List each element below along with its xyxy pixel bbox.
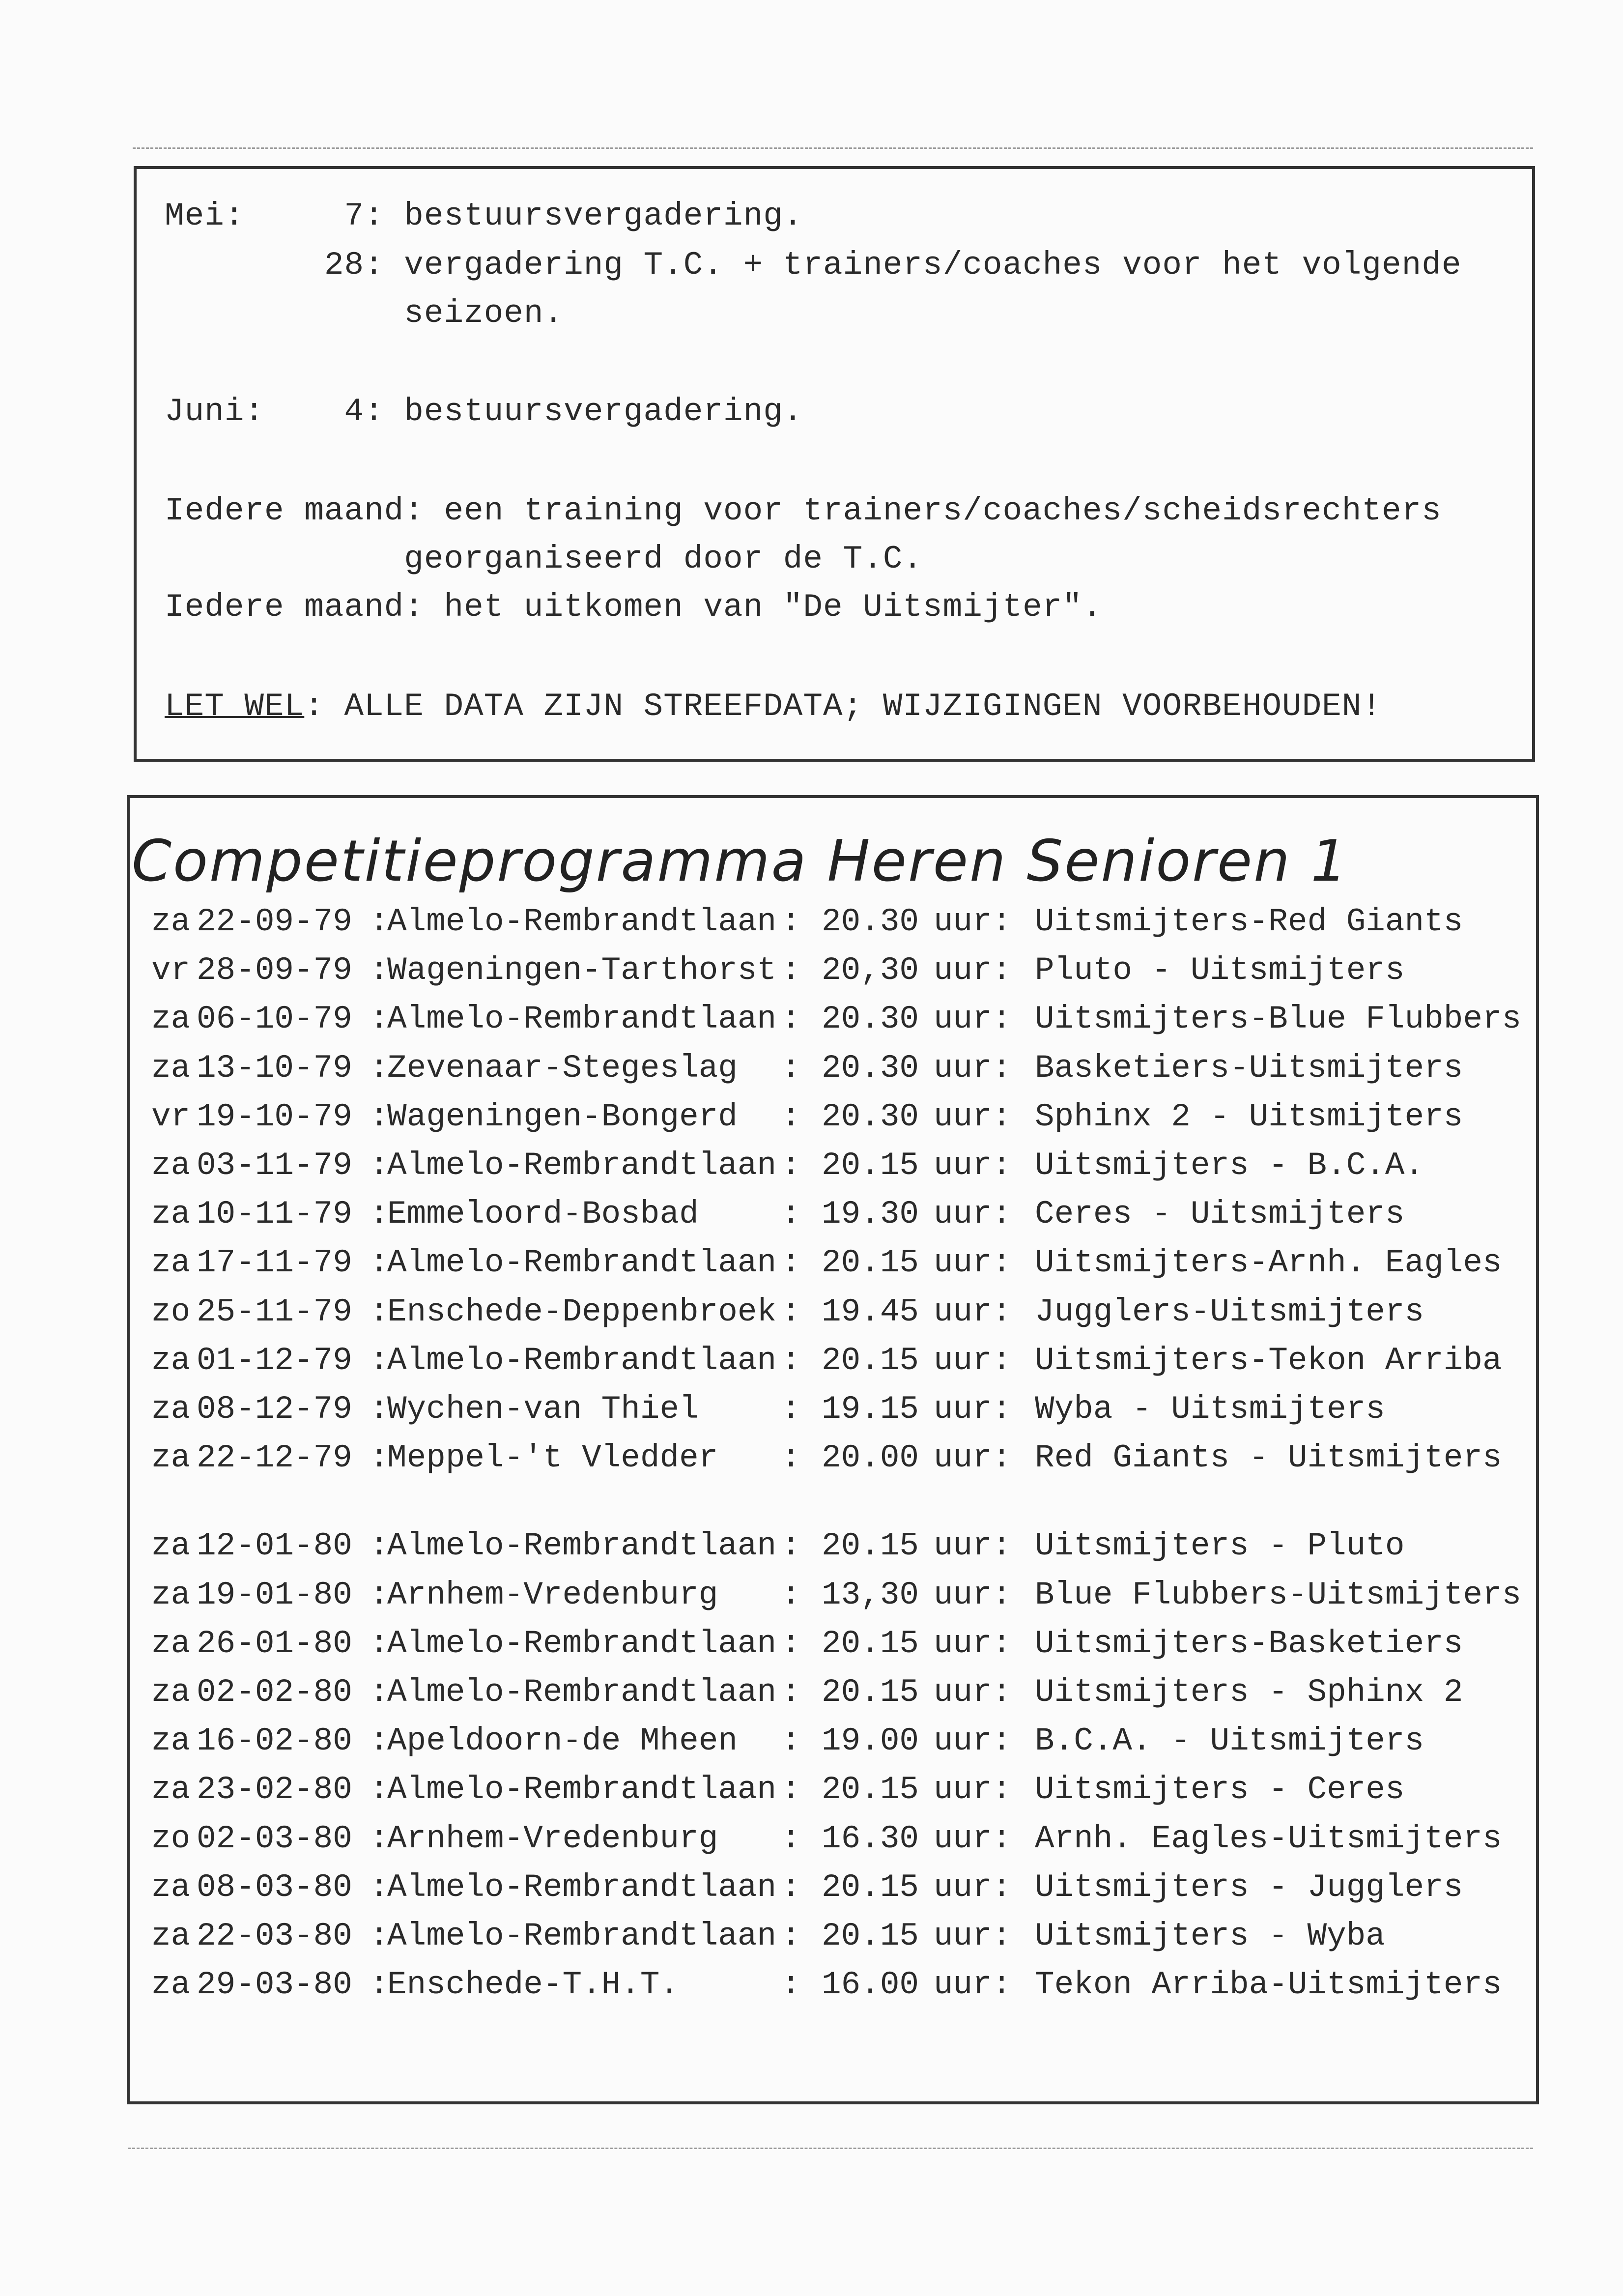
match-teams: Blue Flubbers-Uitsmijters bbox=[1035, 1576, 1522, 1613]
match-time-unit: uur: bbox=[934, 1147, 1012, 1184]
match-day: za bbox=[151, 1576, 191, 1613]
match-venue-separator: : bbox=[781, 1820, 801, 1857]
match-time-unit: uur: bbox=[934, 952, 1012, 989]
match-date-separator: : bbox=[370, 1391, 389, 1428]
match-date-separator: : bbox=[370, 1771, 389, 1808]
announcement-line-uitsmijter: Iedere maand: het uitkomen van "De Uitsmijter". bbox=[165, 589, 1103, 626]
match-time-unit: uur: bbox=[934, 1820, 1012, 1857]
match-time: 19.45 bbox=[822, 1293, 919, 1330]
match-venue-separator: : bbox=[781, 1147, 801, 1184]
match-date-separator: : bbox=[370, 1098, 389, 1135]
match-venue: Zevenaar-Stegeslag bbox=[387, 1049, 738, 1087]
match-venue-separator: : bbox=[781, 1625, 801, 1662]
match-teams: Uitsmijters - Ceres bbox=[1035, 1771, 1405, 1808]
announcement-line-28: 28: vergadering T.C. + trainers/coaches voor het volgende bbox=[165, 247, 1462, 284]
match-time-unit: uur: bbox=[934, 903, 1012, 940]
match-time: 16.00 bbox=[822, 1966, 919, 2004]
match-venue: Arnhem-Vredenburg bbox=[387, 1820, 718, 1857]
match-time: 20.30 bbox=[822, 1001, 919, 1038]
match-venue: Wageningen-Tarthorst bbox=[387, 952, 777, 989]
match-date: 23-02-80 bbox=[197, 1771, 352, 1808]
match-date-separator: : bbox=[370, 1966, 389, 2004]
match-date: 03-11-79 bbox=[197, 1147, 352, 1184]
match-venue: Enschede-Deppenbroek bbox=[387, 1293, 777, 1330]
match-time: 20.15 bbox=[822, 1771, 919, 1808]
match-day: za bbox=[151, 1439, 191, 1477]
match-venue-separator: : bbox=[781, 1527, 801, 1565]
match-teams: Wyba - Uitsmijters bbox=[1035, 1391, 1385, 1428]
announcement-line-juni: Juni: 4: bestuursvergadering. bbox=[165, 393, 803, 430]
announcement-line-tc: georganiseerd door de T.C. bbox=[165, 541, 923, 577]
match-date: 01-12-79 bbox=[197, 1342, 352, 1379]
schedule-title: Competitieprogramma Heren Senioren 1 bbox=[132, 828, 1349, 894]
match-venue: Almelo-Rembrandtlaan bbox=[387, 1001, 777, 1038]
match-date-separator: : bbox=[370, 1527, 389, 1565]
disclaimer-text: : ALLE DATA ZIJN STREEFDATA; WIJZIGINGEN VOORBEHOUDEN! bbox=[304, 688, 1382, 725]
match-venue: Almelo-Rembrandtlaan bbox=[387, 903, 777, 940]
match-venue: Almelo-Rembrandtlaan bbox=[387, 1527, 777, 1565]
match-day: za bbox=[151, 1147, 191, 1184]
match-date-separator: : bbox=[370, 903, 389, 940]
match-venue: Almelo-Rembrandtlaan bbox=[387, 1918, 777, 1954]
match-date-separator: : bbox=[370, 1722, 389, 1760]
match-venue-separator: : bbox=[781, 1771, 801, 1808]
match-time: 20.15 bbox=[822, 1868, 919, 1906]
match-time-unit: uur: bbox=[934, 1625, 1012, 1662]
match-teams: Red Giants - Uitsmijters bbox=[1035, 1439, 1502, 1477]
match-venue-separator: : bbox=[781, 1342, 801, 1379]
match-time-unit: uur: bbox=[934, 1293, 1012, 1330]
match-teams: Uitsmijters - Jugglers bbox=[1035, 1868, 1463, 1906]
match-time: 20,30 bbox=[822, 952, 919, 989]
match-date-separator: : bbox=[370, 1625, 389, 1662]
match-teams: Arnh. Eagles-Uitsmijters bbox=[1035, 1820, 1502, 1857]
match-time-unit: uur: bbox=[934, 1527, 1012, 1565]
announcement-line-training: Iedere maand: een training voor trainers/coaches/scheidsrechters bbox=[165, 492, 1442, 529]
match-date: 22-12-79 bbox=[197, 1439, 352, 1477]
match-time: 20.15 bbox=[822, 1147, 919, 1184]
match-time-unit: uur: bbox=[934, 1771, 1012, 1808]
match-venue: Almelo-Rembrandtlaan bbox=[387, 1244, 777, 1282]
match-date: 22-03-80 bbox=[197, 1918, 352, 1954]
match-venue-separator: : bbox=[781, 1576, 801, 1613]
match-date-separator: : bbox=[370, 1820, 389, 1857]
match-date: 02-02-80 bbox=[197, 1674, 352, 1711]
match-date: 25-11-79 bbox=[197, 1293, 352, 1330]
match-venue-separator: : bbox=[781, 1196, 801, 1233]
match-venue-separator: : bbox=[781, 1868, 801, 1906]
match-teams: Uitsmijters-Blue Flubbers bbox=[1035, 1001, 1522, 1038]
match-teams: Uitsmijters - B.C.A. bbox=[1035, 1147, 1424, 1184]
match-date-separator: : bbox=[370, 1001, 389, 1038]
match-venue-separator: : bbox=[781, 1244, 801, 1282]
match-venue-separator: : bbox=[781, 1293, 801, 1330]
match-teams: Pluto - Uitsmijters bbox=[1035, 952, 1405, 989]
match-venue: Apeldoorn-de Mheen bbox=[387, 1722, 738, 1760]
match-day: za bbox=[151, 1966, 191, 2004]
match-date: 19-10-79 bbox=[197, 1098, 352, 1135]
match-time: 20.30 bbox=[822, 1098, 919, 1135]
match-time: 19.30 bbox=[822, 1196, 919, 1233]
match-teams: Basketiers-Uitsmijters bbox=[1035, 1049, 1463, 1087]
match-date-separator: : bbox=[370, 1439, 389, 1477]
match-time: 20.00 bbox=[822, 1439, 919, 1477]
match-teams: Uitsmijters - Pluto bbox=[1035, 1527, 1405, 1565]
match-day: za bbox=[151, 1391, 191, 1428]
match-time: 19.00 bbox=[822, 1722, 919, 1760]
match-time-unit: uur: bbox=[934, 1722, 1012, 1760]
match-date: 08-03-80 bbox=[197, 1868, 352, 1906]
match-time-unit: uur: bbox=[934, 1001, 1012, 1038]
match-date-separator: : bbox=[370, 1342, 389, 1379]
match-date: 16-02-80 bbox=[197, 1722, 352, 1760]
match-day: za bbox=[151, 1196, 191, 1233]
top-dashed-rule bbox=[133, 147, 1533, 149]
match-date: 02-03-80 bbox=[197, 1820, 352, 1857]
announcement-line-seizoen: seizoen. bbox=[165, 295, 564, 332]
match-venue-separator: : bbox=[781, 1966, 801, 2004]
match-date: 10-11-79 bbox=[197, 1196, 352, 1233]
match-day: za bbox=[151, 1001, 191, 1038]
disclaimer-note bbox=[165, 688, 1382, 725]
match-time-unit: uur: bbox=[934, 1674, 1012, 1711]
match-date-separator: : bbox=[370, 1244, 389, 1282]
match-venue-separator: : bbox=[781, 1391, 801, 1428]
match-date-separator: : bbox=[370, 1147, 389, 1184]
match-day: vr bbox=[151, 952, 191, 989]
match-time: 16.30 bbox=[822, 1820, 919, 1857]
match-day: zo bbox=[151, 1820, 191, 1857]
match-day: za bbox=[151, 1771, 191, 1808]
match-date-separator: : bbox=[370, 1868, 389, 1906]
match-date: 19-01-80 bbox=[197, 1576, 352, 1613]
match-venue: Almelo-Rembrandtlaan bbox=[387, 1342, 777, 1379]
match-venue-separator: : bbox=[781, 952, 801, 989]
match-date-separator: : bbox=[370, 1576, 389, 1613]
match-time: 20.15 bbox=[822, 1244, 919, 1282]
match-venue: Meppel-'t Vledder bbox=[387, 1439, 718, 1477]
match-time-unit: uur: bbox=[934, 1049, 1012, 1087]
match-date: 17-11-79 bbox=[197, 1244, 352, 1282]
match-date-separator: : bbox=[370, 1196, 389, 1233]
match-venue: Enschede-T.H.T. bbox=[387, 1966, 680, 2004]
match-time: 20.15 bbox=[822, 1674, 919, 1711]
match-date-separator: : bbox=[370, 1293, 389, 1330]
match-teams: Uitsmijters-Arnh. Eagles bbox=[1035, 1244, 1502, 1282]
match-teams: Uitsmijters-Basketiers bbox=[1035, 1625, 1463, 1662]
match-venue: Emmeloord-Bosbad bbox=[387, 1196, 699, 1233]
match-time-unit: uur: bbox=[934, 1196, 1012, 1233]
match-day: za bbox=[151, 1625, 191, 1662]
match-date-separator: : bbox=[370, 1918, 389, 1954]
match-time-unit: uur: bbox=[934, 1342, 1012, 1379]
match-day: za bbox=[151, 1868, 191, 1906]
match-time-unit: uur: bbox=[934, 1391, 1012, 1428]
match-teams: Uitsmijters - Sphinx 2 bbox=[1035, 1674, 1463, 1711]
match-time-unit: uur: bbox=[934, 1966, 1012, 2004]
match-venue: Wageningen-Bongerd bbox=[387, 1098, 738, 1135]
match-venue: Almelo-Rembrandtlaan bbox=[387, 1868, 777, 1906]
match-time: 19.15 bbox=[822, 1391, 919, 1428]
match-time-unit: uur: bbox=[934, 1244, 1012, 1282]
match-venue-separator: : bbox=[781, 1674, 801, 1711]
match-venue-separator: : bbox=[781, 1439, 801, 1477]
match-venue-separator: : bbox=[781, 1049, 801, 1087]
announcement-line-mei: Mei: 7: bestuursvergadering. bbox=[165, 198, 803, 234]
match-time: 20.15 bbox=[822, 1342, 919, 1379]
match-day: za bbox=[151, 1342, 191, 1379]
match-teams: Ceres - Uitsmijters bbox=[1035, 1196, 1405, 1233]
match-date: 12-01-80 bbox=[197, 1527, 352, 1565]
match-venue: Arnhem-Vredenburg bbox=[387, 1576, 718, 1613]
match-venue-separator: : bbox=[781, 1722, 801, 1760]
match-day: za bbox=[151, 903, 191, 940]
match-teams: Uitsmijters - Wyba bbox=[1035, 1918, 1385, 1954]
match-teams: B.C.A. - Uitsmijters bbox=[1035, 1722, 1424, 1760]
match-venue-separator: : bbox=[781, 1918, 801, 1954]
match-venue: Almelo-Rembrandtlaan bbox=[387, 1674, 777, 1711]
bottom-dashed-rule bbox=[128, 2148, 1533, 2149]
match-day: za bbox=[151, 1244, 191, 1282]
match-day: za bbox=[151, 1049, 191, 1087]
match-venue: Almelo-Rembrandtlaan bbox=[387, 1625, 777, 1662]
match-date: 06-10-79 bbox=[197, 1001, 352, 1038]
match-time-unit: uur: bbox=[934, 1868, 1012, 1906]
match-date: 28-09-79 bbox=[197, 952, 352, 989]
match-time: 13,30 bbox=[822, 1576, 919, 1613]
match-venue: Almelo-Rembrandtlaan bbox=[387, 1147, 777, 1184]
match-date-separator: : bbox=[370, 1674, 389, 1711]
match-venue: Almelo-Rembrandtlaan bbox=[387, 1771, 777, 1808]
match-time-unit: uur: bbox=[934, 1576, 1012, 1613]
match-venue-separator: : bbox=[781, 903, 801, 940]
match-date: 08-12-79 bbox=[197, 1391, 352, 1428]
match-venue: Wychen-van Thiel bbox=[387, 1391, 699, 1428]
match-date: 22-09-79 bbox=[197, 903, 352, 940]
match-teams: Sphinx 2 - Uitsmijters bbox=[1035, 1098, 1463, 1135]
match-day: za bbox=[151, 1674, 191, 1711]
match-venue-separator: : bbox=[781, 1001, 801, 1038]
disclaimer-label: LET WEL bbox=[165, 688, 305, 725]
match-teams: Uitsmijters-Tekon Arriba bbox=[1035, 1342, 1502, 1379]
match-day: zo bbox=[151, 1293, 191, 1330]
match-time-unit: uur: bbox=[934, 1439, 1012, 1477]
match-teams: Jugglers-Uitsmijters bbox=[1035, 1293, 1424, 1330]
match-date: 26-01-80 bbox=[197, 1625, 352, 1662]
match-time-unit: uur: bbox=[934, 1918, 1012, 1954]
match-venue-separator: : bbox=[781, 1098, 801, 1135]
match-day: za bbox=[151, 1722, 191, 1760]
match-time: 20.15 bbox=[822, 1625, 919, 1662]
match-day: za bbox=[151, 1527, 191, 1565]
match-teams: Tekon Arriba-Uitsmijters bbox=[1035, 1966, 1502, 2004]
match-date: 13-10-79 bbox=[197, 1049, 352, 1087]
match-date-separator: : bbox=[370, 952, 389, 989]
match-time-unit: uur: bbox=[934, 1098, 1012, 1135]
match-time: 20.30 bbox=[822, 1049, 919, 1087]
match-day: za bbox=[151, 1918, 191, 1954]
match-date-separator: : bbox=[370, 1049, 389, 1087]
match-time: 20.15 bbox=[822, 1527, 919, 1565]
match-day: vr bbox=[151, 1098, 191, 1135]
match-teams: Uitsmijters-Red Giants bbox=[1035, 903, 1463, 940]
match-time: 20.15 bbox=[822, 1918, 919, 1954]
match-time: 20.30 bbox=[822, 903, 919, 940]
match-date: 29-03-80 bbox=[197, 1966, 352, 2004]
